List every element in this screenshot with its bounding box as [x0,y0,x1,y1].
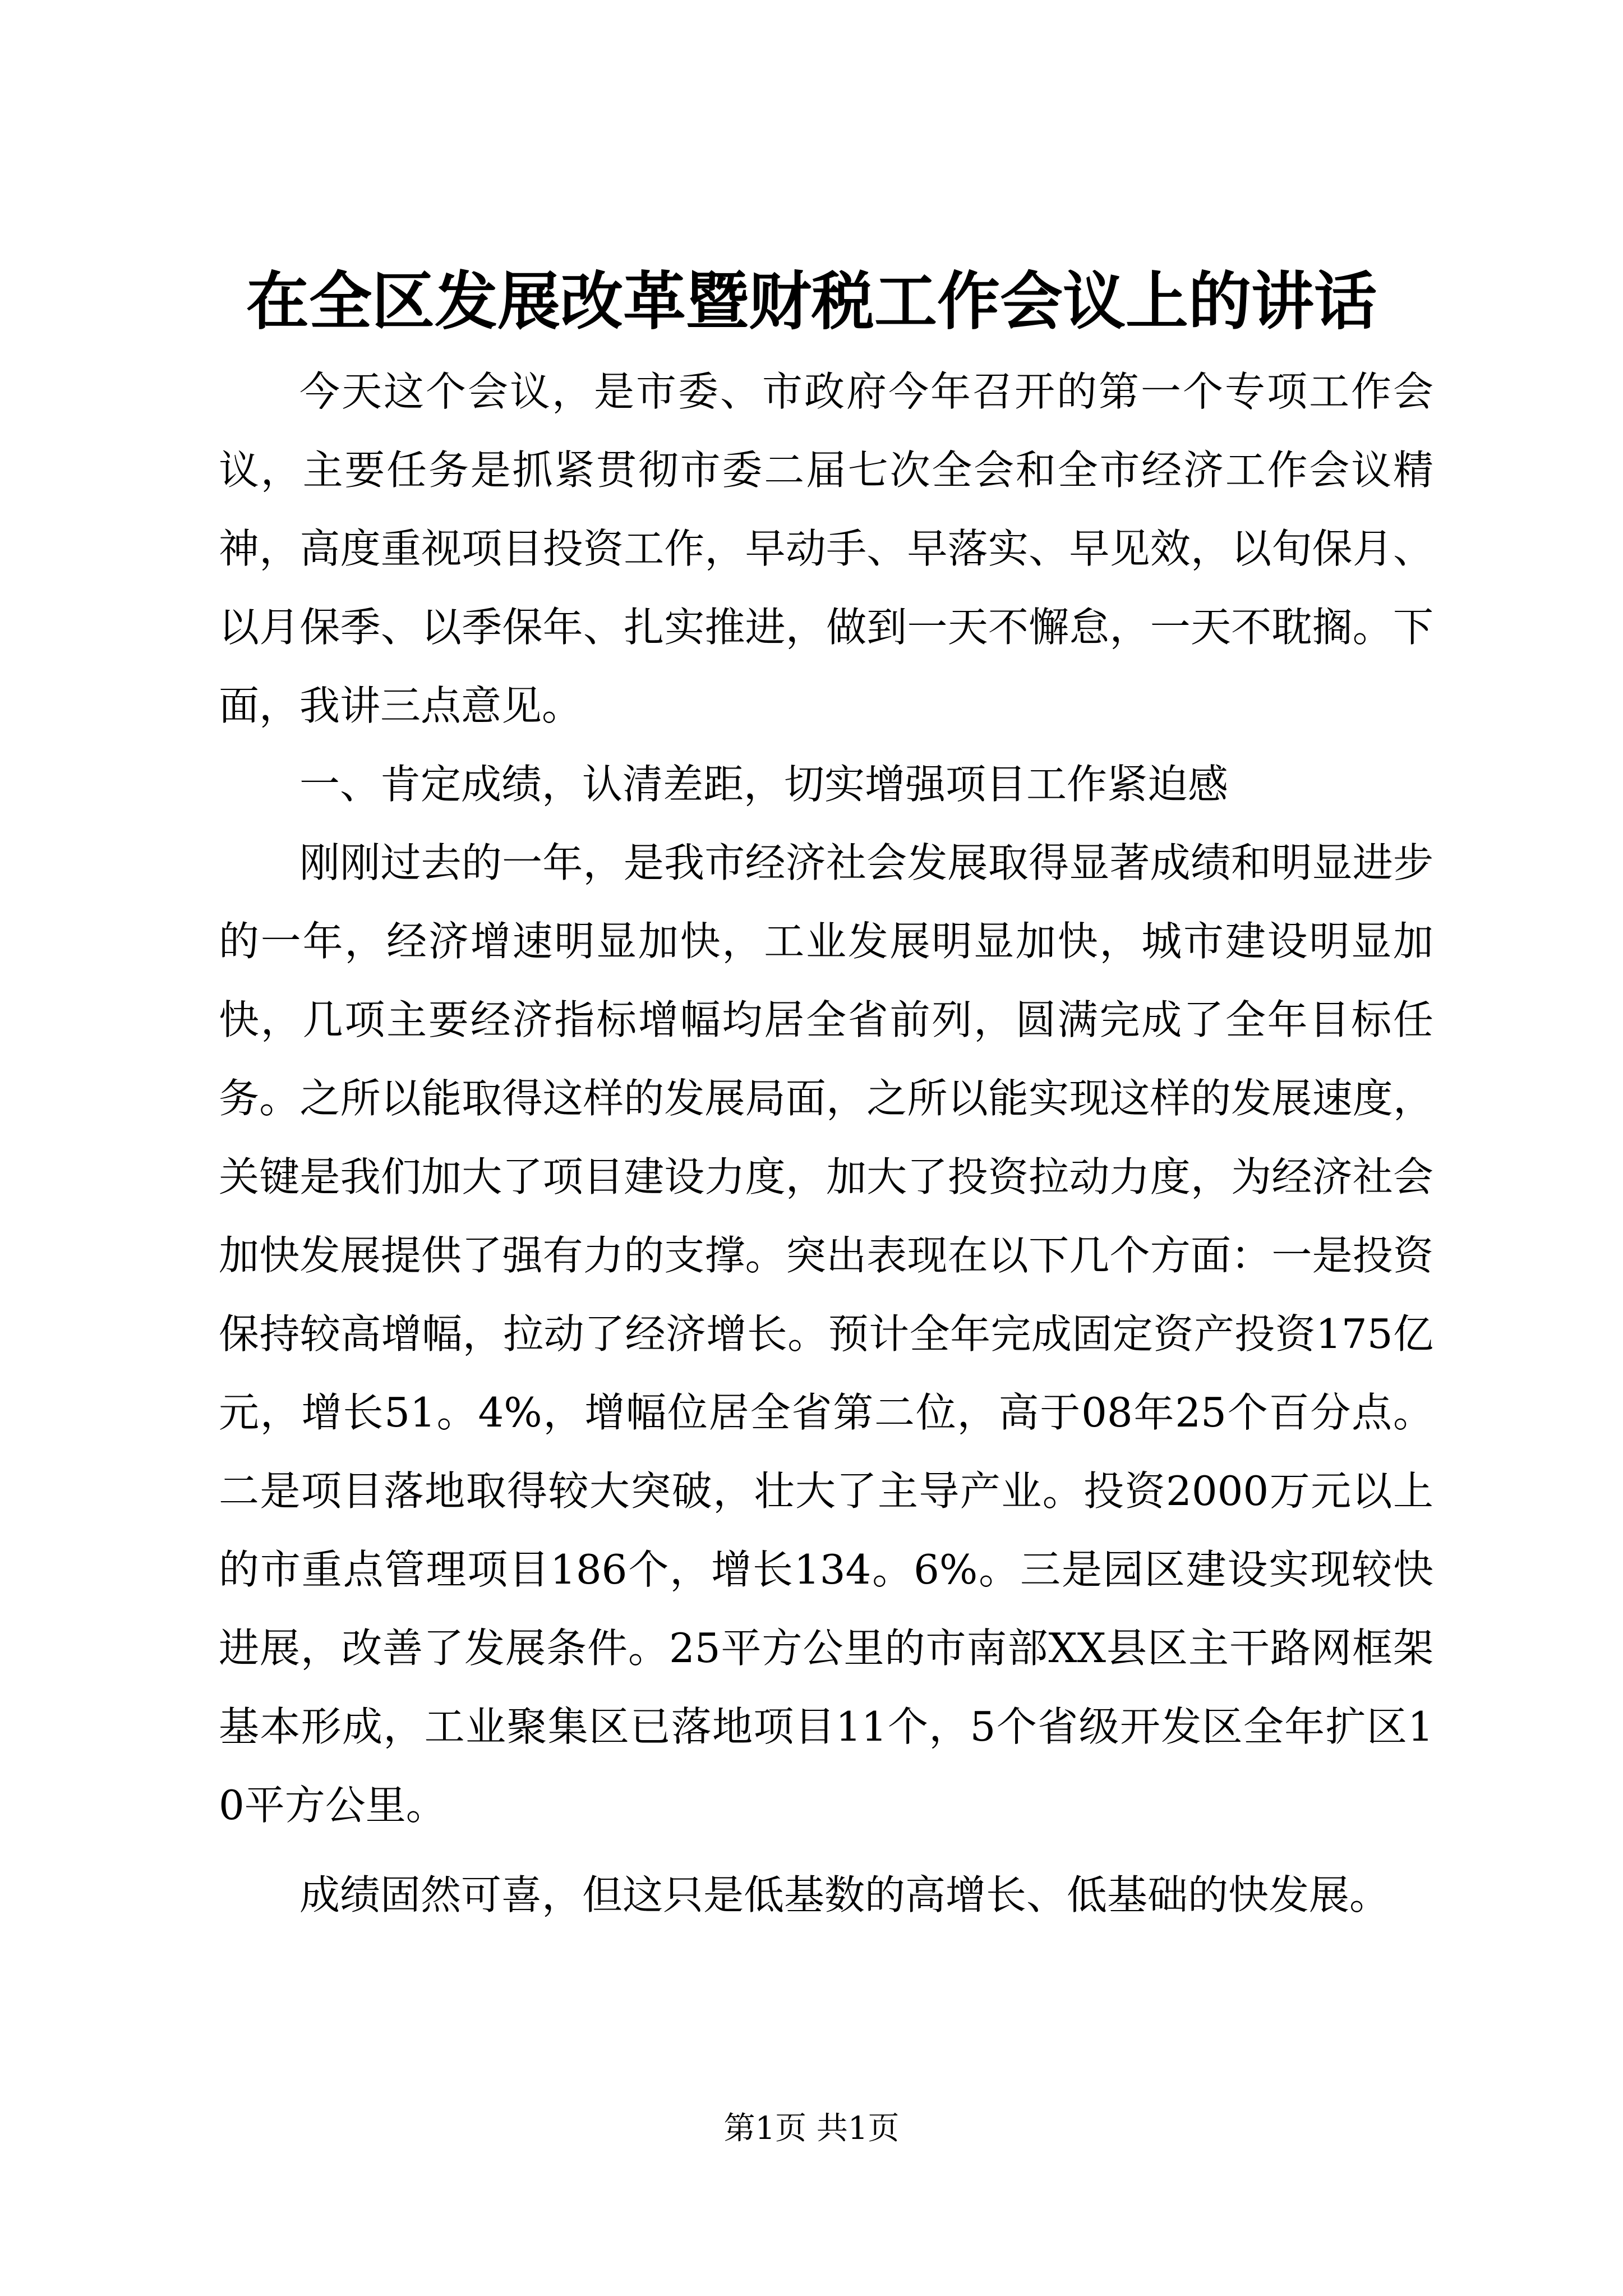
section-heading-1: 一、肯定成绩，认清差距，切实增强项目工作紧迫感 [299,761,1229,808]
paragraph-achievements: 刚刚过去的一年，是我市经济社会发展取得显著成绩和明显进步的一年，经济增速明显加快，工业发展明显加快，城市建设明显加快，几项主要经济指标增幅均居全省前列，圆满完成了全年目标任务。之所以能取得这样的发展局面，之所以能实现这样的发展速度，关键是我们加大了项目建设力度，加大了投资拉动力度，为经济社会加快发展提供了强有力的支撑。突出表现在以下几个方面：一是投资保持较高增幅，拉动了经济增长。预计全年完成固定资产投资175亿元，增长51。4%，增幅位居全省第二位，高于08年25个百分点。二是项目落地取得较大突破，壮大了主导产业。投资2000万元以上的市重点管理项目186个，增长134。6%。三是园区建设实现较快进展，改善了发展条件。25平方公里的市南部XX县区主干路网框架基本形成，工业聚集区已落地项目11个，5个省级开发区全年扩区10平方公里。 [219,839,1433,1829]
document-title: 在全区发展改革暨财税工作会议上的讲话 [246,265,1377,338]
paragraph-conclusion: 成绩固然可喜，但这只是低基数的高增长、低基础的快发展。 [299,1871,1390,1918]
paragraph-intro: 今天这个会议，是市委、市政府今年召开的第一个专项工作会议，主要任务是抓紧贯彻市委二届七次全会和全市经济工作会议精神，高度重视项目投资工作，早动手、早落实、早见效，以旬保月、以月保季、以季保年、扎实推进，做到一天不懈怠，一天不耽搁。下面，我讲三点意见。 [219,368,1433,729]
document-body [219,352,1433,1934]
page-footer: 第1页 共1页 [723,2110,900,2147]
